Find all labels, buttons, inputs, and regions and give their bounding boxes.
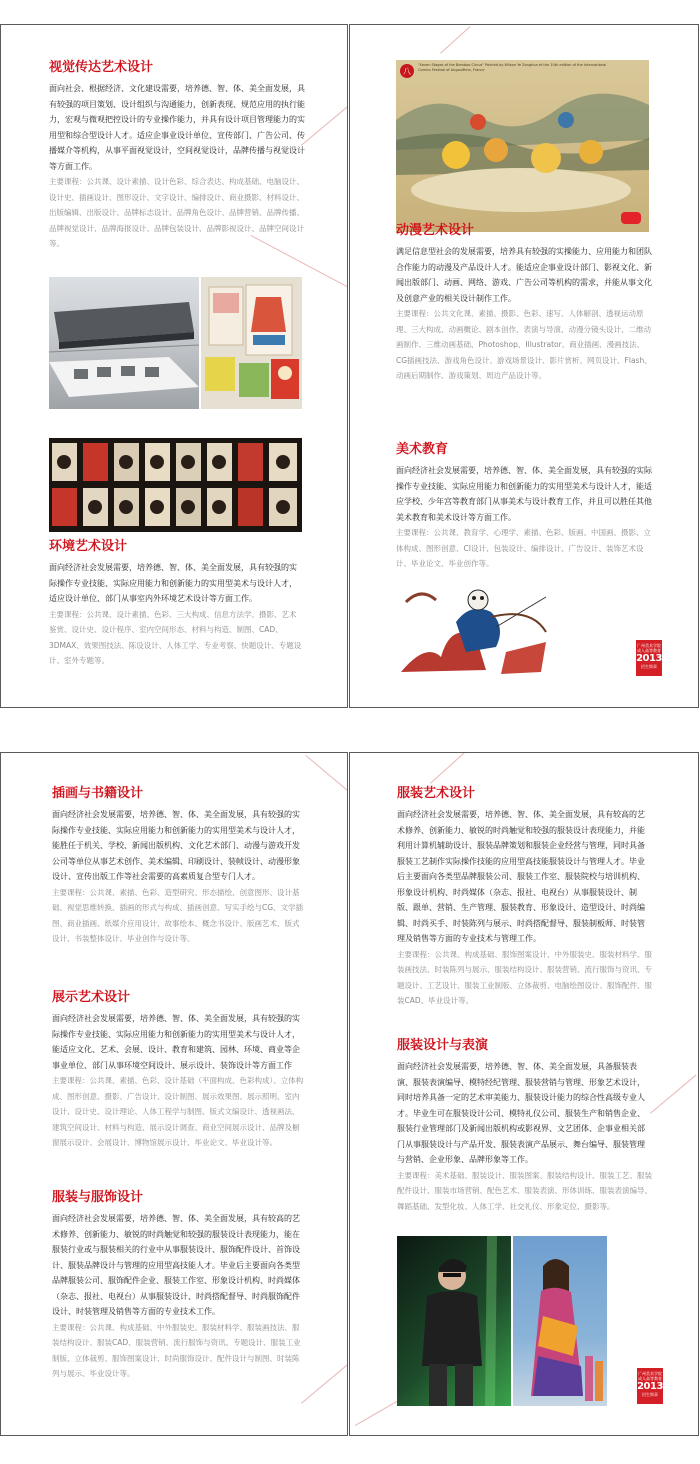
badge-label: 招生简章	[641, 664, 657, 669]
section-courses: 主要课程：公共课、教育学、心理学、素描、色彩、版画、中国画、摄影、立体构成、图形创意、CI设计、包装设计、编排设计、广告设计、装饰艺术设计、毕业论文、毕业创作等。	[396, 528, 651, 568]
page-2	[349, 24, 699, 708]
section-intro: 面向经济社会发展需要，培养德、智、体、美全面发展，具有较强的实际操作专业技能、实际应用能力和创新能力的实用型美术与设计人才，能适应文化、艺术、会展、设计、教育和建筑、园林、环境、商业等企事业单位、部门从事环境空间设计、展示设计、装饰设计等方面工作	[52, 1014, 300, 1070]
section-courses: 主要课程：公共课、设计素描、设计色彩、综合表达、构成基础、电脑设计、设计史、插画设计、图形设计、文字设计、编排设计、商业摄影、材料设计、出版编辑、出版设计、品牌标志设计、品牌角色设计、品牌营销、品牌传播、品牌视觉设计、品牌海报设计、品牌包装设计、品牌影视设计、品牌空间设计等。	[49, 177, 304, 248]
packaging-design-photo	[201, 277, 302, 409]
comic-artwork-image	[396, 60, 649, 232]
section-fashion-design-performance	[397, 1037, 652, 1214]
school-brochure-badge	[636, 640, 662, 676]
svg-text:八: 八	[403, 67, 411, 76]
badge-school: 广州美术学院	[637, 643, 661, 648]
section-courses: 主要课程：公共课、构成基础、中外服装史、服装材料学、服装画技法、服装结构设计、服装CAD、服装营销、流行服饰与资讯、专题设计、服装工业制版、立体裁剪、服饰图案设计、时尚服饰设计、配件设计与制图、时装陈列与展示、毕业设计等。	[52, 1322, 301, 1378]
poster-series-photo	[49, 438, 302, 532]
section-fashion-accessory-design	[52, 1189, 304, 1382]
decorative-line	[305, 755, 348, 794]
section-intro: 满足信息型社会的发展需要，培养具有较强的实操能力、应用能力和团队合作能力的动漫及产品设计人才。能适应企事业设计部门、影视文化、新闻出版部门、动画、网络、游戏、广告公司等机构的需求，并能从事文化及创意产业的相关设计制作工作。	[396, 247, 652, 303]
section-exhibition-art	[52, 989, 304, 1151]
badge-subtitle: 成人高等教育	[638, 1376, 662, 1381]
decorative-line	[430, 752, 468, 784]
section-courses: 主要课程：公共文化课、素描、摄影、色彩、速写、人体解剖、透视运动原理、三大构成、动画概论、剧本创作、表演与导演、动漫分镜头设计、二维动画制作、三维动画基础、Photoshop、Illustrator、商业插画、漫画技法、CG插画技法、游戏角色设计、游戏场景设计、影片赏析、网页设计、Flash、动画后期制作、游戏策划、周边产品设计等。	[396, 309, 652, 380]
badge-subtitle: 成人高等教育	[637, 648, 661, 653]
section-title: 服装艺术设计	[397, 786, 476, 801]
section-intro: 面向经济社会发展需要，培养德、智、体、美全面发展，具有较高的艺术修养、创新能力、敏锐的时尚触觉和较强的服装设计表现能力，能在服装行业或与服装相关的行业中从事服装设计、服饰配件设计、首饰设计、服装品牌设计与管理的应用型高技能人才。毕业后主要面向各类型品牌服装公司、服饰配件企业、服装工作室、形象设计机构、时尚媒体（杂志、报社、电视台）从事服装设计、时尚搭配督导、时尚服饰配件设计、时装管理及销售等方面的专业技术工作。	[52, 1214, 300, 1316]
decorative-line	[355, 1400, 399, 1426]
section-illustration-book-design	[52, 785, 304, 947]
section-intro: 面向经济社会发展需要，培养德、智、体、美全面发展，具有较高的艺术修养、创新能力、敏锐的时尚触觉和较强的服装设计表现能力，并能利用计算机辅助设计、服装品牌策划和服装企业经营与管理，同时具备服装工艺制作实际操作技能的应用型高技能服装设计与管理人才。毕业后主要面向各类型品牌服装公司、服装工作室、服装院校与培训机构、形象设计机构、时尚媒体（杂志、报社、电视台）从事服装设计、制版、跟单、营销、生产管理、服装教育、形象设计、造型设计、时尚编辑、时尚买手、时装陈列与展示、时尚搭配督导、服装制板师、时装管理及销售等方面的专业技术与管理工作。	[397, 810, 645, 943]
decorative-line	[650, 1074, 697, 1113]
section-visual-communication	[49, 59, 311, 252]
decorative-line	[301, 1364, 348, 1403]
section-courses: 主要课程：公共课、设计素描、色彩、三大构成、信息方法学、摄影、艺术鉴赏、设计史、设计程序、室内空间形态、材料与构造、制图、CAD、3DMAX、效果图技法、陈设设计、人体工学、专业考察、快题设计、专题设计、室外专题等。	[49, 609, 302, 665]
section-animation-art	[396, 222, 652, 384]
section-intro: 面向经济社会发展需要，培养德、智、体、美全面发展，具有较强的实际操作专业技能、实际应用能力和创新能力的实用型美术与设计人才，适应设计单位、部门从事室内外环境艺术设计等方面工作。	[49, 563, 297, 603]
illustration-image	[396, 582, 552, 680]
section-intro: 面向经济社会发展需要，培养德、智、体、美全面发展，具有较强的实际操作专业技能、实际应用能力和创新能力的实用型美术与设计人才，能胜任于机关、学校、新闻出版机构、文化艺术部门、动漫与游戏开发公司等单位从事艺术创作、美术编辑、印刷设计、装帧设计、动漫形象设计、宣传出版工作等社会需要的高素质复合型专门人才。	[52, 810, 300, 881]
decorative-line	[440, 26, 470, 54]
section-title: 服装设计与表演	[397, 1038, 489, 1053]
section-courses: 主要课程：美术基础、服装设计、服装图案、服装结构设计、服装工艺、服装配件设计、服装市场营销、配色艺术、服装表演、形体训练、服装表演编导、舞蹈基础、发型化妆、人体工学、社交礼仪、形象定位、摄影等。	[397, 1170, 652, 1211]
page-1	[0, 24, 348, 708]
section-title: 视觉传达艺术设计	[49, 60, 154, 75]
badge-year: 2013	[636, 653, 662, 664]
section-title: 展示艺术设计	[52, 990, 131, 1005]
architecture-model-photo	[49, 277, 199, 409]
artwork-caption: "Seven Stages of the Bamboo Circus" Painted by Wilson Ye Zonghua et the 10th edition of the International Comics Festival of Angoulême, France	[418, 63, 607, 72]
badge-label: 招生简章	[642, 1392, 658, 1397]
section-courses: 主要课程：公共课、素描、色彩、造型研究、形态描绘、创意图形、设计基础、视觉思维转换、插画的形式与构成、插画创意、写实手绘与CG、文学插图、商业插画、纸媒介应用设计、故事绘本、概念书设计、版画艺术、版式设计、书装整体设计、毕业创作与设计等。	[52, 887, 304, 943]
page-4	[349, 752, 699, 1436]
school-brochure-badge	[637, 1368, 663, 1404]
section-title: 动漫艺术设计	[396, 223, 475, 238]
badge-school: 广州美术学院	[638, 1371, 662, 1376]
model-photo-female	[513, 1236, 607, 1406]
section-courses: 主要课程：公共课、构成基础、服饰图案设计、中外服装史、服装材料学、服装画技法、时装陈列与展示、服装结构设计、服装营销、流行服饰与资讯、专题设计、工艺设计、服装工业制版、立体裁剪、电脑绘图设计、服饰配件、服装CAD、毕业设计等。	[397, 949, 652, 1005]
badge-year: 2013	[637, 1381, 663, 1392]
section-art-education	[396, 441, 652, 572]
section-environmental-art	[49, 538, 303, 669]
model-photo-male	[397, 1236, 511, 1406]
section-title: 服装与服饰设计	[52, 1190, 144, 1205]
section-fashion-art-design	[397, 785, 652, 1009]
section-title: 插画与书籍设计	[52, 786, 144, 801]
page-3	[0, 752, 348, 1436]
section-title: 环境艺术设计	[49, 539, 128, 554]
section-intro: 面向经济社会发展需要，培养德、智、体、美全面发展，具备服装表演、服装表演编导、模特经纪管理、服装营销与管理、形象艺术设计，同时培养具备一定的艺术审美能力、服装设计能力的综合性高级专业人才。毕业生可在服装设计公司、模特礼仪公司、服装生产和销售企业、服装行业管理部门及新闻出版机构或影视界、文艺团体、企事业相关部门从事服装设计与产品开发、服装表演产品展示、舞台编导、服装管理与营销、企业形象、品牌形象等工作。	[397, 1062, 645, 1164]
section-courses: 主要课程：公共课、素描、色彩、设计基础（平面构成、色彩构成）、立体构成、图形创意、摄影、广告设计、设计制图、展示效果图、展示照明、室内设计、设计史、设计理论、人体工程学与制图、版式文编设计、透视画法、建筑空间设计、材料与构造、展示设计调查、商业空间展示设计、品牌及橱窗展示设计、会展设计、博物馆展示设计、毕业论文、毕业设计等。	[52, 1076, 304, 1147]
section-intro: 面向社会、根据经济、文化建设需要，培养德、智、体、美全面发展，具有较强的项目策划、设计组织与沟通能力，创新表现、规范应用的执行能力，宏观与微观把控设计的专业操作能力，并具有设计项目管理能力的实用型和综合型设计人才。适应企事业设计单位、宣传部门、广告公司、传播媒介等机构，从事平面视觉设计，空间视觉设计，品牌传播与视觉设计等方面工作。	[49, 84, 305, 171]
section-title: 美术教育	[396, 442, 449, 457]
section-intro: 面向经济社会发展需要，培养德、智、体、美全面发展，具有较强的实际操作专业技能、实际应用能力和创新能力的实用型美术与设计人才，能适应学校、少年宫等教育部门从事美术与设计教育工作，并且可以胜任其他美术教育和美术设计等方面工作。	[396, 466, 652, 522]
